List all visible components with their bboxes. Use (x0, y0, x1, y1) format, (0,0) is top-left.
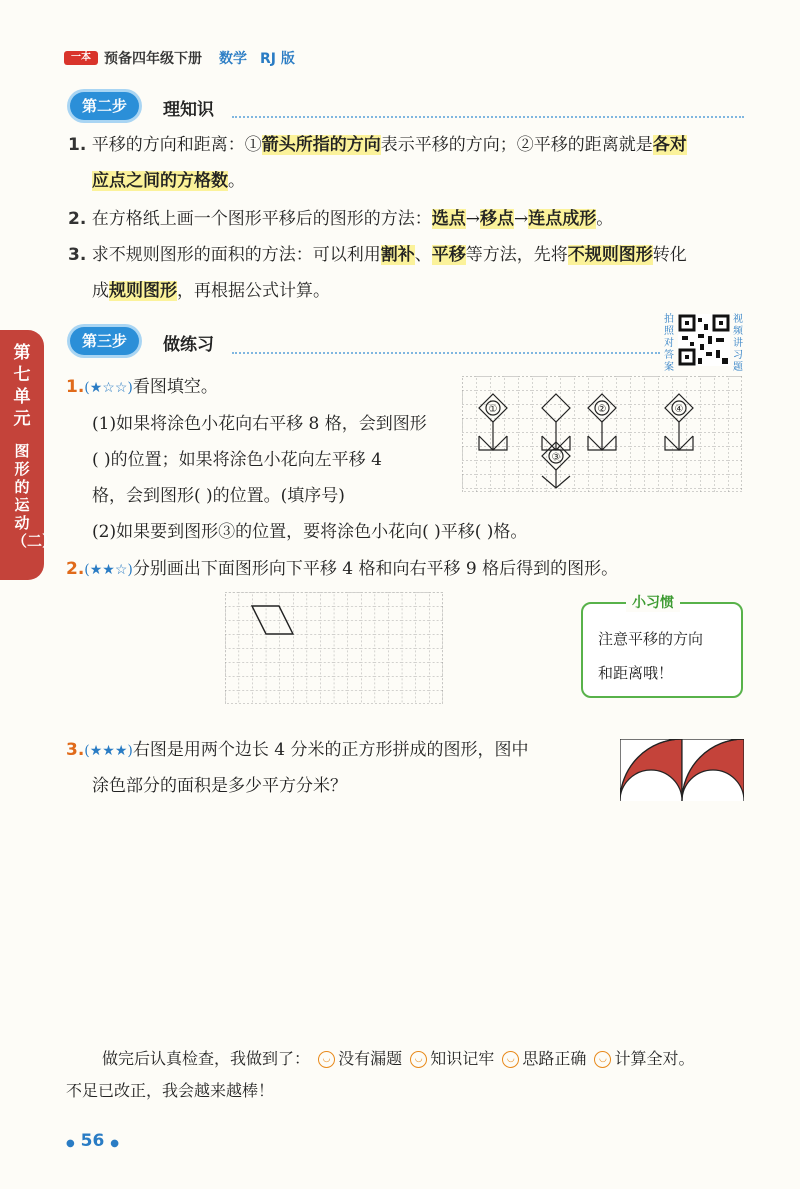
qr-caption-right: 视频讲习题 (733, 314, 743, 373)
step2-badge: 第二步 (70, 92, 139, 120)
knowledge-item-2: 2. 在方格纸上画一个图形平移后的图形的方法：选点→移点→连点成形。 (68, 209, 614, 229)
q1-part1-line3: 格，会到图形( )的位置。(填序号) (92, 486, 345, 506)
dot-icon: ● (110, 1138, 119, 1149)
knowledge-item-1: 1. 平移的方向和距离：①箭头所指的方向表示平移的方向；②平移的距离就是各对 (68, 135, 687, 155)
topic-label: 图形的运动（二） (12, 442, 58, 550)
knowledge-item-3: 3. 求不规则图形的面积的方法：可以利用割补、平移等方法，先将不规则图形转化 (68, 245, 687, 265)
q1-part1-line1: (1)如果将涂色小花向右平移 8 格，会到图形 (92, 414, 427, 434)
q2-heading: 2.(★★☆)分别画出下面图形向下平移 4 格和向右平移 9 格后得到的图形。 (66, 559, 619, 579)
step2-title: 理知识 (163, 100, 214, 120)
divider (232, 116, 744, 118)
brand-logo: 一本 (64, 51, 98, 65)
unit-label: 第七单元 (13, 343, 31, 429)
tip-text: 注意平移的方向 和距离哦！ (598, 630, 704, 682)
knowledge-item-3-cont: 成规则图形，再根据公式计算。 (92, 281, 330, 301)
step3-badge: 第三步 (70, 327, 139, 355)
q3-line2: 涂色部分的面积是多少平方分米？ (92, 776, 347, 796)
unit-side-tab (0, 330, 58, 580)
flower-grid-figure (462, 376, 742, 492)
step3-title: 做练习 (163, 335, 214, 355)
flower-label-4: ④ (674, 404, 684, 415)
q1-part2: (2)如果要到图形③的位置，要将涂色小花向( )平移( )格。 (92, 522, 528, 542)
page-number: ● 56 ● (66, 1131, 119, 1151)
smile-icon[interactable]: ◡ (502, 1051, 519, 1068)
divider (232, 352, 660, 354)
flower-label-3: ③ (551, 452, 561, 463)
smile-icon[interactable]: ◡ (318, 1051, 335, 1068)
book-title: 预备四年级下册 (104, 51, 202, 67)
q3-heading: 3.(★★★)右图是用两个边长 4 分米的正方形拼成的图形，图中 (66, 740, 529, 760)
parallelogram-grid[interactable] (225, 592, 443, 704)
flower-label-1: ① (488, 404, 498, 415)
subject-label: 数学 (219, 51, 247, 67)
knowledge-item-1-cont: 应点之间的方格数。 (92, 171, 245, 191)
q1-heading: 1.(★☆☆)看图填空。 (66, 377, 218, 397)
smile-icon[interactable]: ◡ (410, 1051, 427, 1068)
qr-caption-left: 拍照对答案 (664, 314, 674, 373)
q1-part1-line2: ( )的位置；如果将涂色小花向左平移 4 (92, 450, 382, 470)
qr-code-icon[interactable] (678, 314, 730, 366)
version-label: RJ 版 (260, 51, 295, 67)
shaded-squares-figure (620, 739, 744, 801)
self-check-footer: 做完后认真检查，我做到了： ◡ 没有漏题 ◡ 知识记牢 ◡ 思路正确 ◡ 计算全对。 不足已改正，我会越来越棒！ (66, 1049, 695, 1100)
flower-label-2: ② (597, 404, 607, 415)
tip-title: 小习惯 (626, 592, 680, 612)
smile-icon[interactable]: ◡ (594, 1051, 611, 1068)
dot-icon: ● (66, 1138, 75, 1149)
